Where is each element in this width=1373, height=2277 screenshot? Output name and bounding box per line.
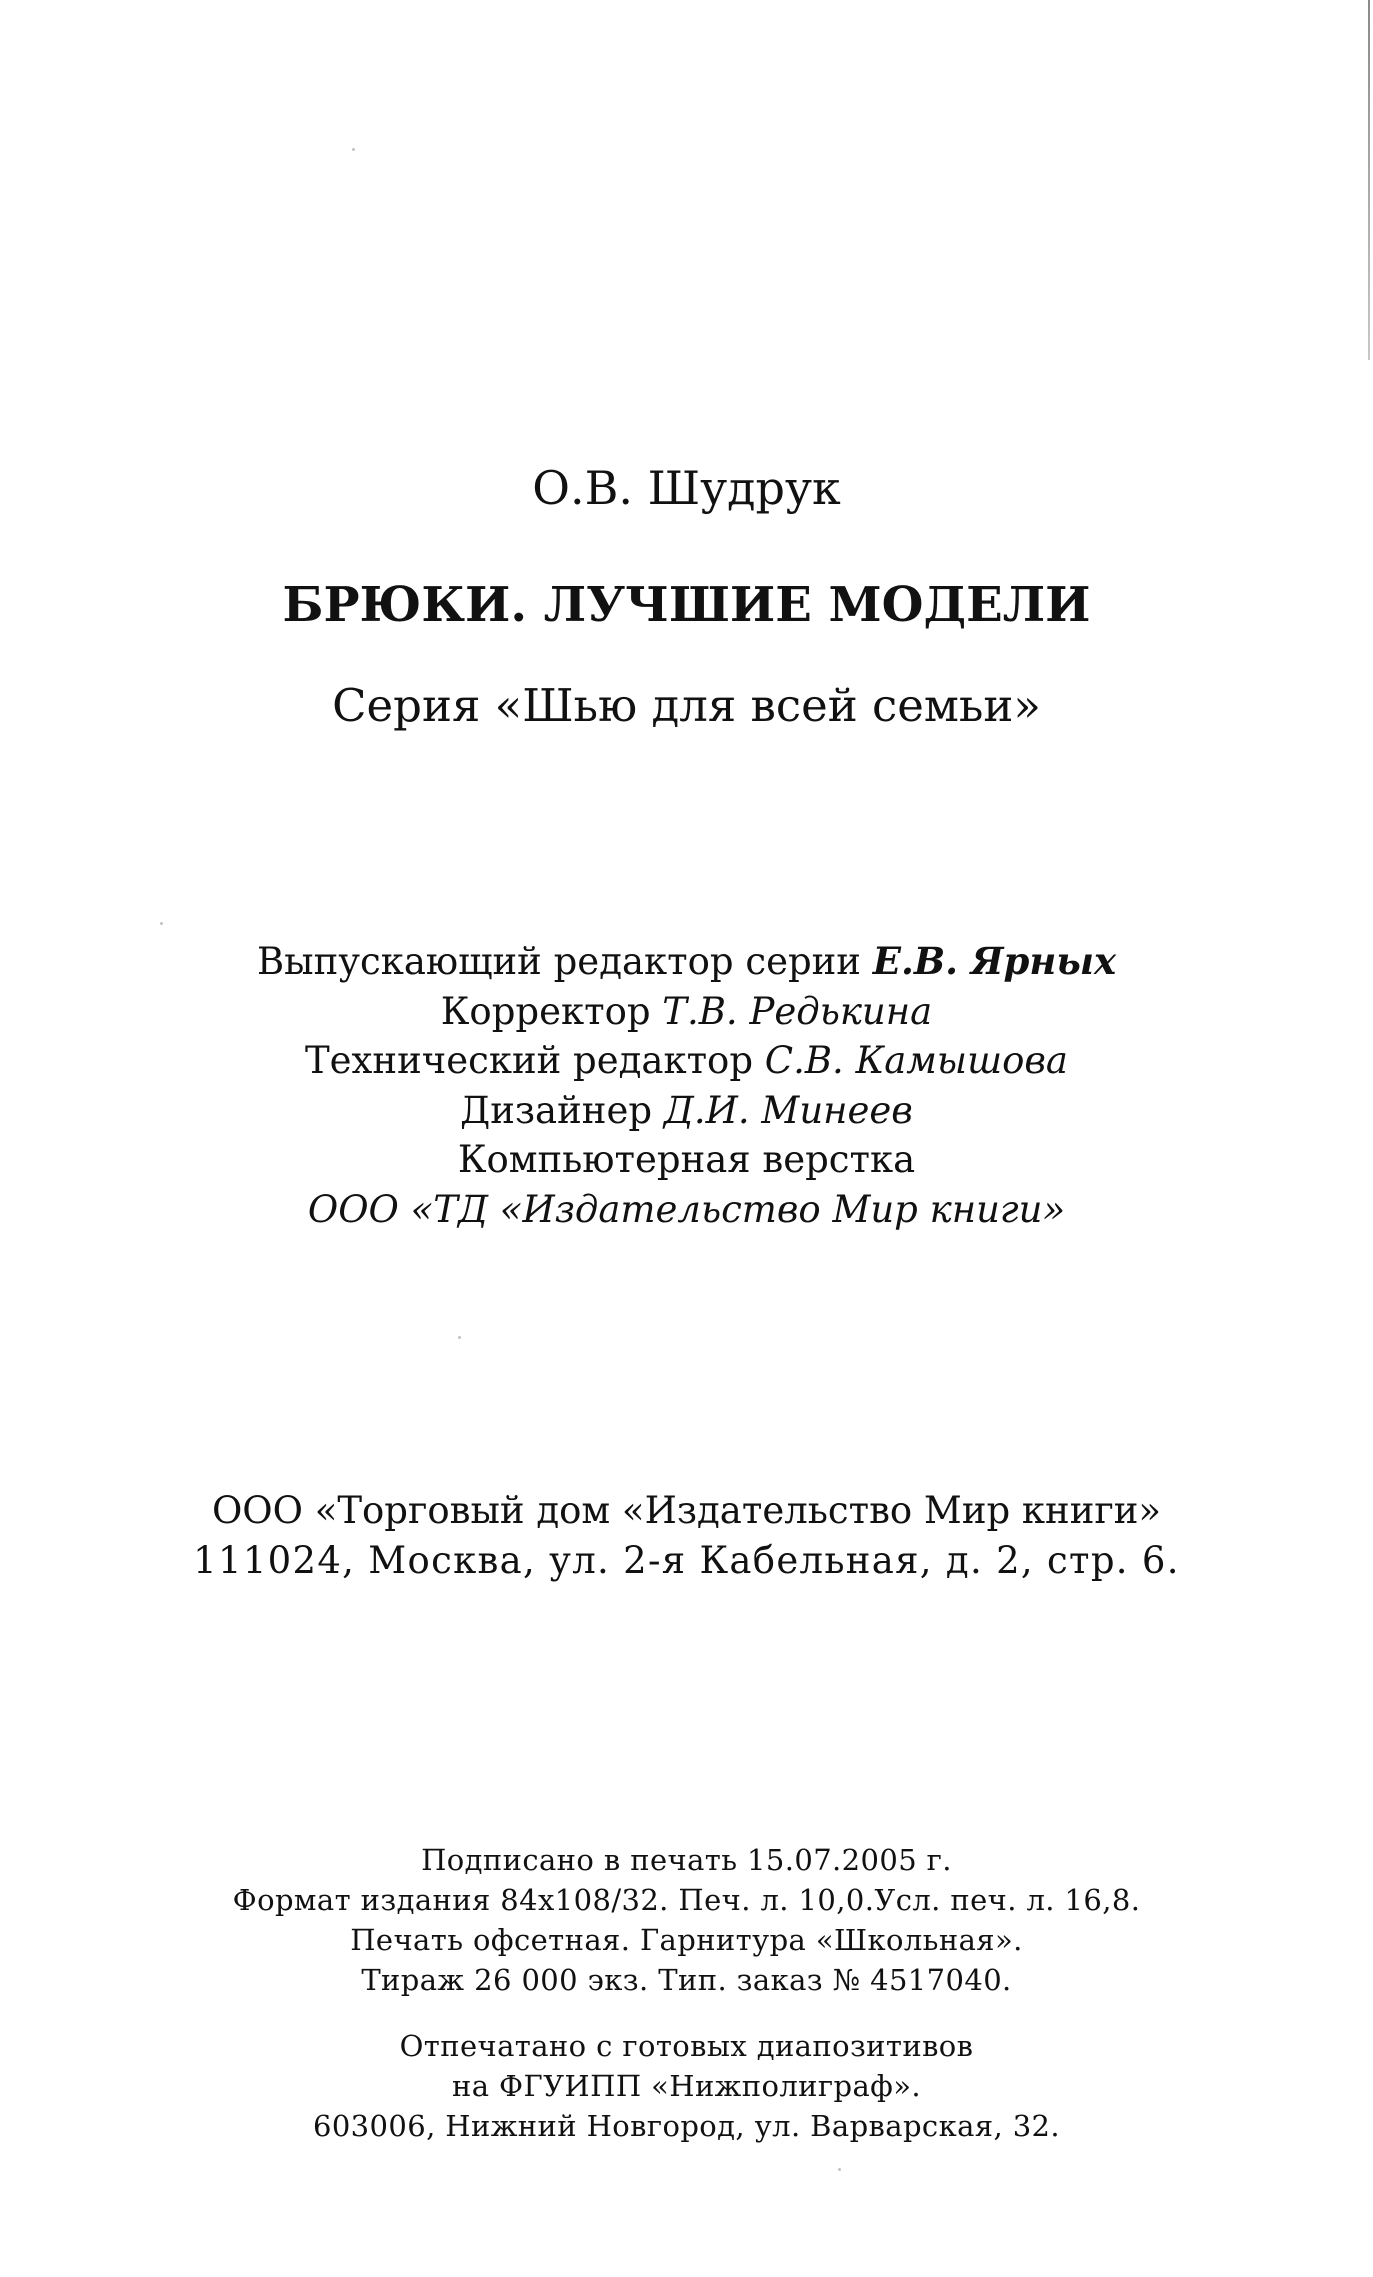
binding-edge-mark bbox=[1368, 0, 1370, 360]
publisher-block bbox=[0, 1486, 1373, 1586]
book-title bbox=[0, 573, 1373, 637]
credit-proofreader bbox=[0, 987, 1373, 1037]
credit-series-editor bbox=[0, 937, 1373, 987]
series-text: Серия «Шью для всей семьи» bbox=[332, 679, 1041, 732]
credit-label: Дизайнер bbox=[460, 1088, 653, 1132]
paper-speck bbox=[458, 1336, 461, 1339]
credits-block bbox=[0, 937, 1373, 1235]
credit-tech-editor bbox=[0, 1036, 1373, 1086]
credit-person: Д.И. Минеев bbox=[663, 1088, 913, 1132]
credit-person: Т.В. Редькина bbox=[662, 989, 933, 1033]
print-run: Тираж 26 000 экз. Тип. заказ № 4517040. bbox=[361, 1963, 1012, 1997]
credit-layout-label: Компьютерная верстка bbox=[457, 1138, 916, 1182]
paper-speck bbox=[352, 148, 355, 151]
credit-label: Технический редактор bbox=[304, 1039, 754, 1083]
paper-speck bbox=[838, 2168, 841, 2171]
print-info-block bbox=[0, 1840, 1373, 2000]
credit-layout-name: ООО «ТД «Издательство Мир книги» bbox=[307, 1187, 1066, 1231]
print-signed-date: Подписано в печать 15.07.2005 г. bbox=[421, 1843, 952, 1877]
publisher-name: ООО «Торговый дом «Издательство Мир книги» bbox=[211, 1489, 1162, 1532]
credit-label: Корректор bbox=[440, 989, 651, 1033]
print-format: Формат издания 84x108/32. Печ. л. 10,0.Усл. печ. л. 16,8. bbox=[232, 1883, 1141, 1917]
printer-line-2: на ФГУИПП «Нижполиграф». bbox=[451, 2069, 922, 2103]
publisher-address: 111024, Москва, ул. 2-я Кабельная, д. 2, стр. 6. bbox=[193, 1539, 1180, 1582]
book-title-text: БРЮКИ. ЛУЧШИЕ МОДЕЛИ bbox=[282, 577, 1091, 633]
series-name bbox=[0, 676, 1373, 736]
author-text: О.В. Шудрук bbox=[532, 461, 841, 515]
credit-designer bbox=[0, 1086, 1373, 1136]
credit-person: Е.В. Ярных bbox=[872, 939, 1117, 983]
credit-label: Выпускающий редактор серии bbox=[256, 940, 861, 983]
printer-block bbox=[0, 2026, 1373, 2146]
paper-speck bbox=[160, 922, 163, 925]
printer-line-1: Отпечатано с готовых диапозитивов bbox=[399, 2029, 974, 2063]
author-name bbox=[0, 458, 1373, 518]
printer-address: 603006, Нижний Новгород, ул. Варварская, 32. bbox=[312, 2109, 1061, 2143]
credit-person: С.В. Камышова bbox=[764, 1039, 1068, 1083]
print-method: Печать офсетная. Гарнитура «Школьная». bbox=[350, 1923, 1023, 1957]
